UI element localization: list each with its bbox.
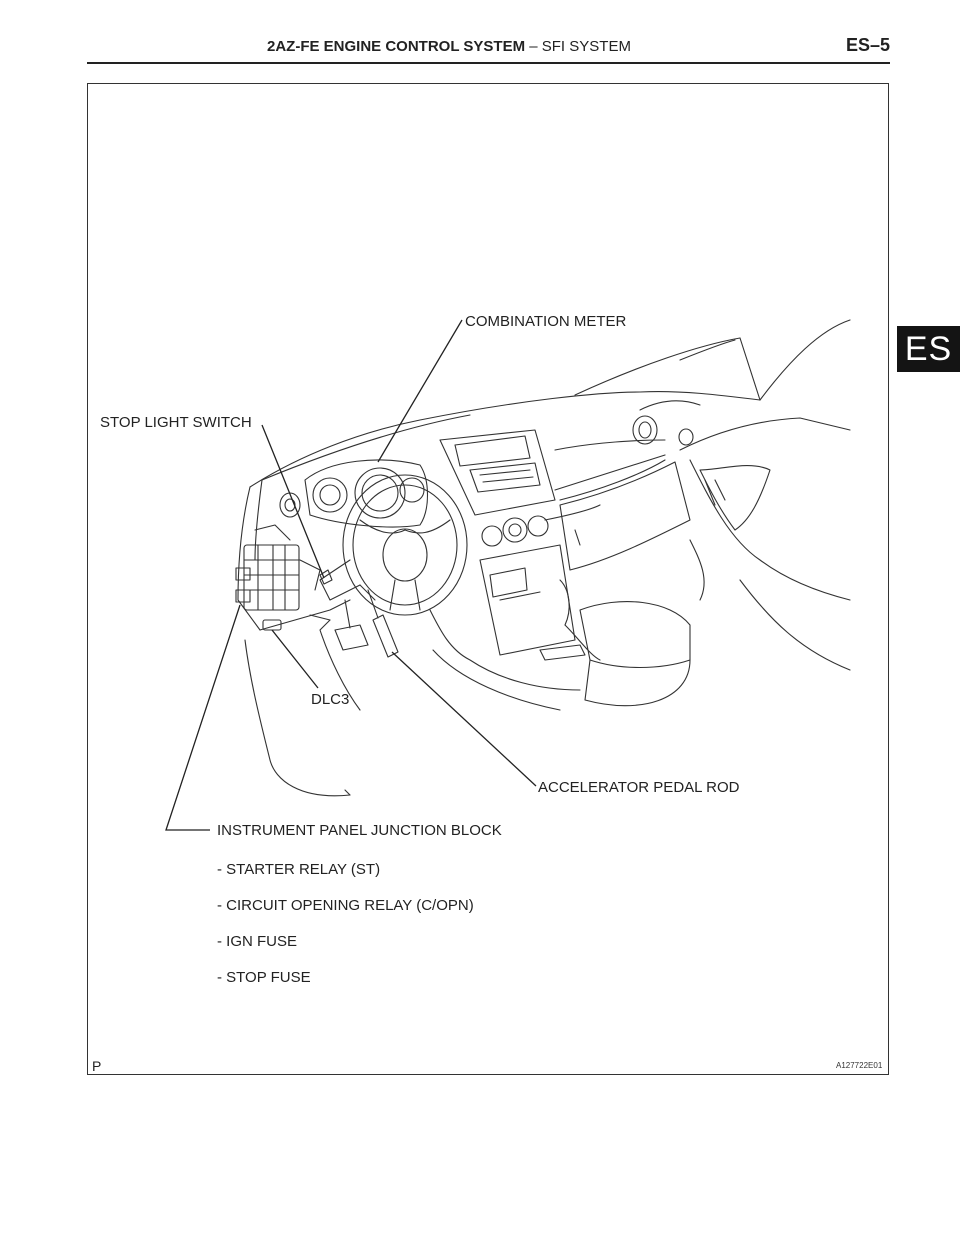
leader-junction-block <box>166 605 240 830</box>
header-title-rest: SFI SYSTEM <box>541 38 631 55</box>
leader-accelerator-pedal <box>392 652 536 786</box>
header-separator: – <box>529 38 538 55</box>
page-number: ES–5 <box>845 35 890 55</box>
combination-meter <box>305 460 428 527</box>
label-junction-block: INSTRUMENT PANEL JUNCTION BLOCK <box>217 822 502 839</box>
lower-dash-left <box>238 487 260 630</box>
accelerator-pedal <box>373 615 398 657</box>
corner-mark: P <box>92 1058 102 1074</box>
label-combination-meter: COMBINATION METER <box>465 313 627 330</box>
a-pillar <box>760 320 850 400</box>
label-accelerator-pedal-rod: ACCELERATOR PEDAL ROD <box>538 779 740 796</box>
leader-dlc3 <box>272 630 318 688</box>
label-item: - IGN FUSE <box>217 933 298 950</box>
brake-pedal <box>335 625 368 650</box>
shifter-console <box>480 545 575 655</box>
label-dlc3: DLC3 <box>311 691 350 708</box>
glove-box <box>560 462 690 570</box>
door-panel <box>680 418 850 450</box>
label-stop-light-switch: STOP LIGHT SWITCH <box>100 414 252 431</box>
label-item: - STOP FUSE <box>217 969 311 986</box>
section-tab: ES <box>897 326 960 372</box>
label-item: - CIRCUIT OPENING RELAY (C/OPN) <box>217 897 474 914</box>
leader-combination-meter <box>378 320 462 462</box>
illustration-code: A127722E01 <box>836 1061 883 1070</box>
center-stack <box>440 430 555 515</box>
header-title-bold: 2AZ-FE ENGINE CONTROL SYSTEM <box>267 38 526 55</box>
junction-block <box>244 545 299 610</box>
label-item: - STARTER RELAY (ST) <box>217 861 381 878</box>
